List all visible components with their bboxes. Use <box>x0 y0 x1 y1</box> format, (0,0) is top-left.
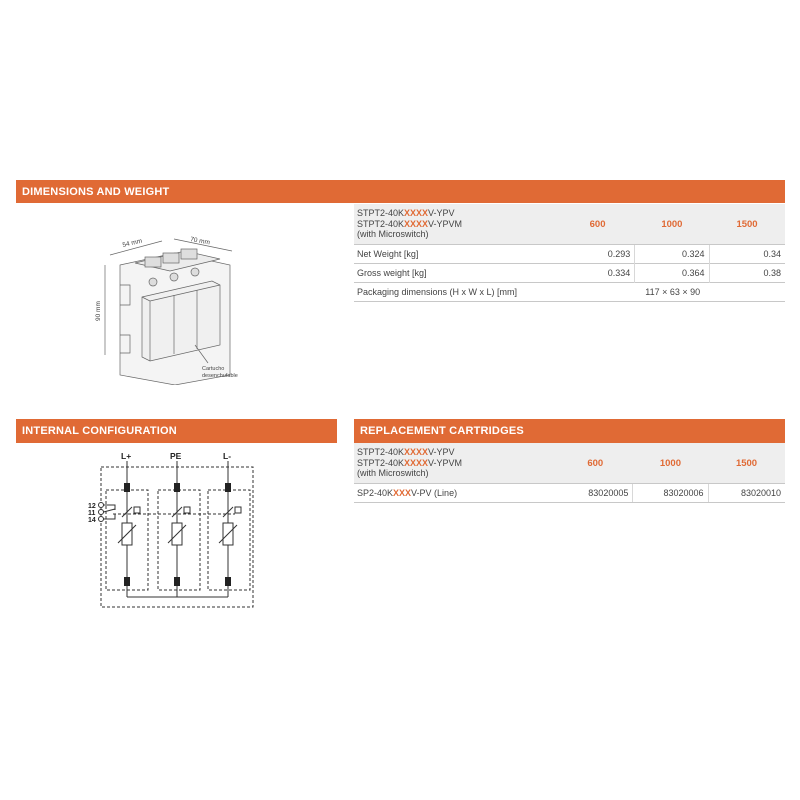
width-dimension-label: 54 mm <box>121 237 143 249</box>
table-row <box>354 245 785 264</box>
callout-line-2: desenchufable <box>202 373 238 379</box>
internal-config-section-header <box>16 419 337 443</box>
replacement-table-header <box>354 443 785 484</box>
replacement-table <box>354 443 785 503</box>
net-weight-1500: 0.34 <box>709 245 785 264</box>
packaging-value: 117 × 63 × 90 <box>560 283 785 302</box>
table-row <box>354 264 785 283</box>
internal-config-title: INTERNAL CONFIGURATION <box>22 425 177 437</box>
depth-dimension-label: 70 mm <box>189 236 211 247</box>
replacement-section-header <box>354 419 785 443</box>
terminal-l-minus: L- <box>223 451 232 461</box>
terminal-l-plus: L+ <box>121 451 132 461</box>
table-row <box>354 484 785 503</box>
net-weight-600: 0.293 <box>560 245 634 264</box>
callout-line-1: Cartucho <box>202 366 225 372</box>
net-weight-1000: 0.324 <box>635 245 709 264</box>
terminal-pe: PE <box>170 451 182 461</box>
dimensions-table <box>354 204 785 302</box>
replacement-column-1000: 1000 <box>633 443 708 484</box>
replacement-title: REPLACEMENT CARTRIDGES <box>360 425 524 437</box>
gross-weight-1500: 0.38 <box>709 264 785 283</box>
cartridge-code-1000: 83020006 <box>633 484 708 503</box>
cartridge-code-600: 83020005 <box>558 484 633 503</box>
device-dimensions-drawing <box>90 225 260 385</box>
height-dimension-label: 90 mm <box>95 301 102 321</box>
contact-11: 11 <box>88 510 96 517</box>
column-1500: 1500 <box>709 204 785 245</box>
dimensions-table-header <box>354 204 785 245</box>
product-names: STPT2-40KXXXXV-YPV STPT2-40KXXXXV-YPVM (with Microswitch) <box>354 204 560 245</box>
packaging-label: Packaging dimensions (H x W x L) [mm] <box>354 283 560 302</box>
cartridge-code-1500: 83020010 <box>708 484 785 503</box>
contact-12: 12 <box>88 503 96 510</box>
internal-wiring-diagram <box>85 447 260 612</box>
replacement-column-1500: 1500 <box>708 443 785 484</box>
dimensions-section-header <box>16 180 785 203</box>
dimensions-title: DIMENSIONS AND WEIGHT <box>22 185 170 198</box>
table-row <box>354 283 785 302</box>
column-1000: 1000 <box>635 204 709 245</box>
cartridge-label: SP2-40KXXXV-PV (Line) <box>354 484 558 503</box>
contact-14: 14 <box>88 517 96 524</box>
column-600: 600 <box>560 204 634 245</box>
net-weight-label: Net Weight [kg] <box>354 245 560 264</box>
replacement-product-names: STPT2-40KXXXXV-YPV STPT2-40KXXXXV-YPVM (with Microswitch) <box>354 443 558 484</box>
replacement-column-600: 600 <box>558 443 633 484</box>
gross-weight-1000: 0.364 <box>635 264 709 283</box>
gross-weight-600: 0.334 <box>560 264 634 283</box>
gross-weight-label: Gross weight [kg] <box>354 264 560 283</box>
